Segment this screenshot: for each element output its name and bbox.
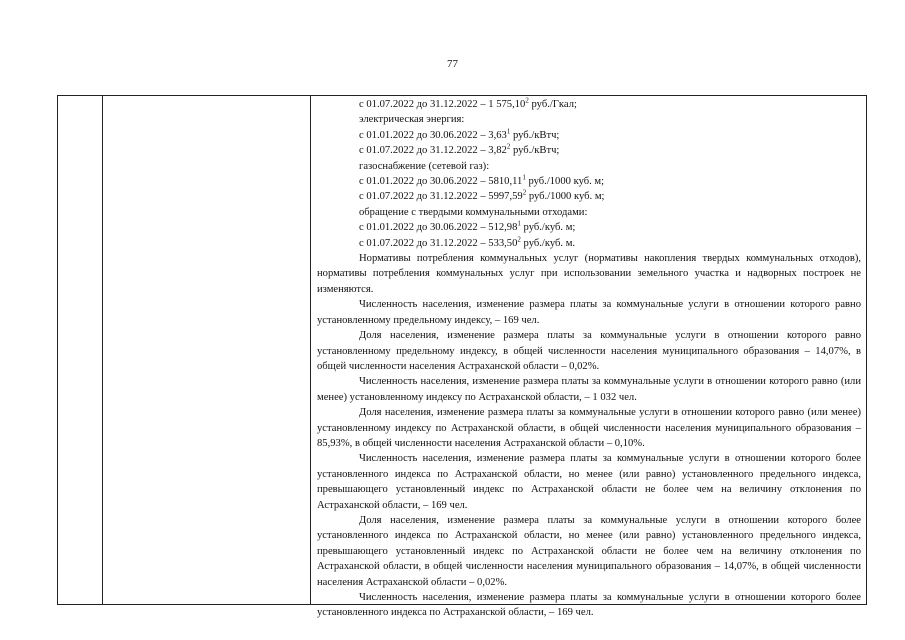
paragraph-population-below-index: Численность населения, изменение размера платы за коммунальные услуги в отношении которого равно (или менее) установленному индексу по Астраханской области, – 1 032 чел.	[317, 376, 861, 403]
tariff-line: с 01.07.2022 до 31.12.2022 – 5997,59$^2$ руб./1000 куб. м;	[359, 188, 605, 203]
table-column-number	[58, 96, 103, 604]
paragraph-share-within-deviation: Доля населения, изменение размера платы за коммунальные услуги в отношении которого более установленного индекса по Астраханской области, но менее (или равно) установленного предельного индекса, превышающего установленный индекс по Астраханской области не более чем на величину отклонения по Астраханской области, в общей численности населения муниципального образования – 14,07%, в общей численности населения Астраханской области – 0,02%.	[317, 514, 861, 588]
document-table	[57, 95, 867, 619]
paragraph-consumption-norms: Нормативы потребления коммунальных услуг (нормативы накопления твердых коммунальных отходов), нормативы потребления коммунальных услуг при использовании земельного участка и надворных построек не изменяются.	[317, 253, 861, 295]
table-column-content	[311, 96, 866, 619]
table-column-name	[103, 96, 311, 604]
page-number: 77	[447, 58, 458, 70]
tariff-line: с 01.01.2022 до 30.06.2022 – 5810,11$^1$ руб./1000 куб. м;	[359, 173, 605, 188]
tariff-line: с 01.07.2022 до 31.12.2022 – 1 575,10$^2$ руб./Гкал;	[359, 96, 577, 110]
tariff-line: с 01.07.2022 до 31.12.2022 – 533,50$^2$ руб./куб. м.	[359, 235, 576, 249]
paragraph-share-equal-limit: Доля населения, изменение размера платы за коммунальные услуги в отношении которого равно установленному предельному индексу, в общей численности населения муниципального образования – 14,07%, в общей численности населения Астраханской области – 0,02%.	[317, 330, 861, 372]
paragraph-share-below-index: Доля населения, изменение размера платы за коммунальные услуги в отношении которого равно (или менее) установленному индексу по Астраханской области, в общей численности населения муниципального образования – 85,93%, в общей численности населения Астраханской области – 0,10%.	[317, 407, 861, 449]
paragraph-population-equal-limit: Численность населения, изменение размера платы за коммунальные услуги в отношении которого равно установленному предельному индексу, – 169 чел.	[317, 299, 861, 326]
tariff-line: с 01.07.2022 до 31.12.2022 – 3,82$^2$ руб./кВтч;	[359, 142, 560, 157]
tariff-list	[317, 97, 861, 251]
tariff-heading: электрическая энергия:	[359, 114, 465, 126]
tariff-line: с 01.01.2022 до 30.06.2022 – 3,63$^1$ руб./кВтч;	[359, 127, 560, 141]
paragraph-population-above-index: Численность населения, изменение размера платы за коммунальные услуги в отношении которого более установленного индекса по Астраханской области, – 169 чел.	[317, 592, 861, 619]
paragraph-population-within-deviation: Численность населения, изменение размера платы за коммунальные услуги в отношении которого более установленного индекса по Астраханской области, но менее (или равно) установленного предельного индекса, превышающего установленный индекс по Астраханской области не более чем на величину отклонения по Астраханской области, – 169 чел.	[317, 453, 861, 511]
tariff-heading: газоснабжение (сетевой газ):	[359, 160, 490, 172]
tariff-heading: обращение с твердыми коммунальными отходами:	[359, 206, 588, 218]
tariff-line: с 01.01.2022 до 30.06.2022 – 512,98$^1$ руб./куб. м;	[359, 219, 576, 234]
